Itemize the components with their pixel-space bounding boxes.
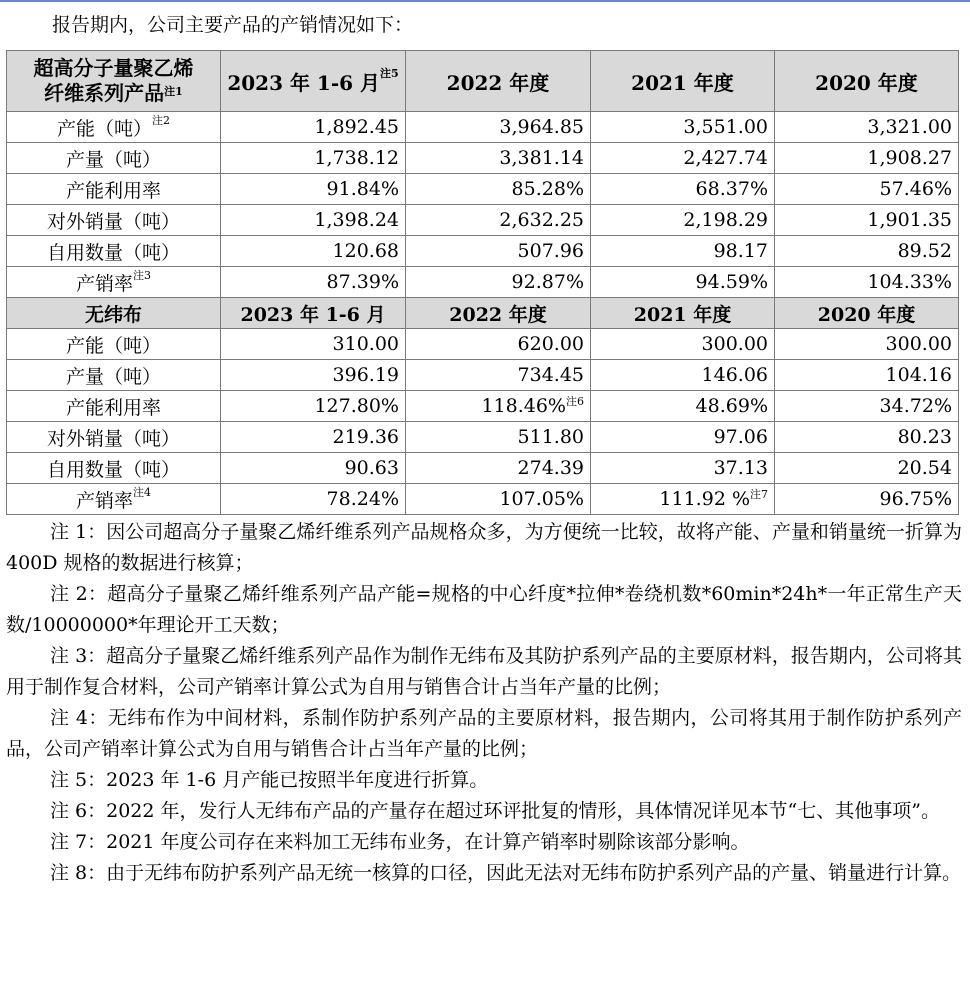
intro-text: 报告期内，公司主要产品的产销情况如下： xyxy=(52,14,414,36)
section2-period-header: 2022 年度 xyxy=(406,298,591,329)
table-cell: 274.39 xyxy=(406,453,591,484)
table-cell: 94.59% xyxy=(591,267,775,298)
row-label: 对外销量（吨） xyxy=(7,205,221,236)
section1-header-row xyxy=(7,51,959,112)
table-cell: 3,551.00 xyxy=(591,112,775,143)
section1-period-header: 2023 年 1-6 月$^{注5}$ xyxy=(221,51,406,112)
table-cell: 219.36 xyxy=(221,422,406,453)
table-cell: 107.05% xyxy=(406,484,591,515)
table-cell: 511.80 xyxy=(406,422,591,453)
table-cell: 146.06 xyxy=(591,360,775,391)
section2-product-header: 无纬布 xyxy=(7,298,221,329)
row-label: 产量（吨） xyxy=(7,143,221,174)
footnote: 注 7：2021 年度公司存在来料加工无纬布业务，在计算产销率时剔除该部分影响。 xyxy=(50,831,750,853)
table-cell: 104.33% xyxy=(775,267,959,298)
section2-period-header: 2020 年度 xyxy=(775,298,959,329)
row-label: 产能（吨） xyxy=(7,329,221,360)
table-cell: 1,901.35 xyxy=(775,205,959,236)
footnotes xyxy=(6,517,962,889)
table-row xyxy=(7,205,959,236)
footnote: 注 3：超高分子量聚乙烯纤维系列产品作为制作无纬布及其防护系列产品的主要原材料，报告期内，公司将其用于制作复合材料，公司产销率计算公式为自用与销售合计占当年产量的比例； xyxy=(6,645,962,698)
table-row xyxy=(7,174,959,205)
table-row xyxy=(7,422,959,453)
table-cell: 20.54 xyxy=(775,453,959,484)
footnote: 注 8：由于无纬布防护系列产品无统一核算的口径，因此无法对无纬布防护系列产品的产量、销量进行计算。 xyxy=(50,862,962,884)
table-cell: 111.92 %$^{注7}$ xyxy=(591,484,775,515)
section1-period-header: 2021 年度 xyxy=(591,51,775,112)
table-cell: 96.75% xyxy=(775,484,959,515)
table-row xyxy=(7,329,959,360)
table-cell: 37.13 xyxy=(591,453,775,484)
table-cell: 620.00 xyxy=(406,329,591,360)
footnote: 注 4：无纬布作为中间材料，系制作防护系列产品的主要原材料，报告期内，公司将其用于制作防护系列产品，公司产销率计算公式为自用与销售合计占当年产量的比例； xyxy=(6,707,962,760)
table-cell: 300.00 xyxy=(591,329,775,360)
table-cell: 78.24% xyxy=(221,484,406,515)
table-cell: 2,198.29 xyxy=(591,205,775,236)
table-cell: 2,632.25 xyxy=(406,205,591,236)
table-cell: 1,398.24 xyxy=(221,205,406,236)
table-row xyxy=(7,484,959,515)
section1-period-header: 2022 年度 xyxy=(406,51,591,112)
top-border-line xyxy=(0,0,970,2)
section1-period-header: 2020 年度 xyxy=(775,51,959,112)
row-label: 产销率$^{注3}$ xyxy=(7,267,221,298)
table-row xyxy=(7,391,959,422)
table-cell: 507.96 xyxy=(406,236,591,267)
table-cell: 104.16 xyxy=(775,360,959,391)
table-cell: 87.39% xyxy=(221,267,406,298)
table-cell: 2,427.74 xyxy=(591,143,775,174)
table-cell: 396.19 xyxy=(221,360,406,391)
table-cell: 91.84% xyxy=(221,174,406,205)
table-cell: 127.80% xyxy=(221,391,406,422)
table-cell: 300.00 xyxy=(775,329,959,360)
table-row xyxy=(7,236,959,267)
table-cell: 1,908.27 xyxy=(775,143,959,174)
table-row xyxy=(7,112,959,143)
table-row xyxy=(7,267,959,298)
table-cell: 89.52 xyxy=(775,236,959,267)
section2-period-header: 2023 年 1-6 月 xyxy=(221,298,406,329)
table-cell: 80.23 xyxy=(775,422,959,453)
row-label: 自用数量（吨） xyxy=(7,236,221,267)
table-cell: 310.00 xyxy=(221,329,406,360)
table-cell: 92.87% xyxy=(406,267,591,298)
table-row xyxy=(7,453,959,484)
section2-period-header: 2021 年度 xyxy=(591,298,775,329)
row-label: 自用数量（吨） xyxy=(7,453,221,484)
production-sales-table xyxy=(6,50,959,515)
section1-product-header: 超高分子量聚乙烯 纤维系列产品$^{注1}$ xyxy=(7,51,221,112)
row-label: 产销率$^{注4}$ xyxy=(7,484,221,515)
table-cell: 118.46%$^{注6}$ xyxy=(406,391,591,422)
footnote: 注 1：因公司超高分子量聚乙烯纤维系列产品规格众多，为方便统一比较，故将产能、产量和销量统一折算为 400D 规格的数据进行核算； xyxy=(6,521,962,574)
section2-header-row xyxy=(7,298,959,329)
row-label: 产量（吨） xyxy=(7,360,221,391)
table-cell: 3,381.14 xyxy=(406,143,591,174)
table-cell: 57.46% xyxy=(775,174,959,205)
row-label: 对外销量（吨） xyxy=(7,422,221,453)
table-row xyxy=(7,143,959,174)
row-label: 产能利用率 xyxy=(7,174,221,205)
footnote: 注 6：2022 年，发行人无纬布产品的产量存在超过环评批复的情形，具体情况详见本节“七、其他事项”。 xyxy=(50,800,940,822)
table-cell: 97.06 xyxy=(591,422,775,453)
table-row xyxy=(7,360,959,391)
footnote: 注 2：超高分子量聚乙烯纤维系列产品产能=规格的中心纤度*拉伸*卷绕机数*60min*24h*一年正常生产天数/10000000*年理论开工天数； xyxy=(6,583,962,636)
table-cell: 85.28% xyxy=(406,174,591,205)
table-cell: 3,964.85 xyxy=(406,112,591,143)
table-cell: 3,321.00 xyxy=(775,112,959,143)
table-cell: 120.68 xyxy=(221,236,406,267)
table-cell: 734.45 xyxy=(406,360,591,391)
table-cell: 90.63 xyxy=(221,453,406,484)
table-cell: 1,738.12 xyxy=(221,143,406,174)
footnote: 注 5：2023 年 1-6 月产能已按照半年度进行折算。 xyxy=(50,769,489,791)
row-label: 产能（吨）$^{注2}$ xyxy=(7,112,221,143)
table-cell: 98.17 xyxy=(591,236,775,267)
row-label: 产能利用率 xyxy=(7,391,221,422)
table-cell: 48.69% xyxy=(591,391,775,422)
table-cell: 34.72% xyxy=(775,391,959,422)
table-cell: 1,892.45 xyxy=(221,112,406,143)
table-cell: 68.37% xyxy=(591,174,775,205)
